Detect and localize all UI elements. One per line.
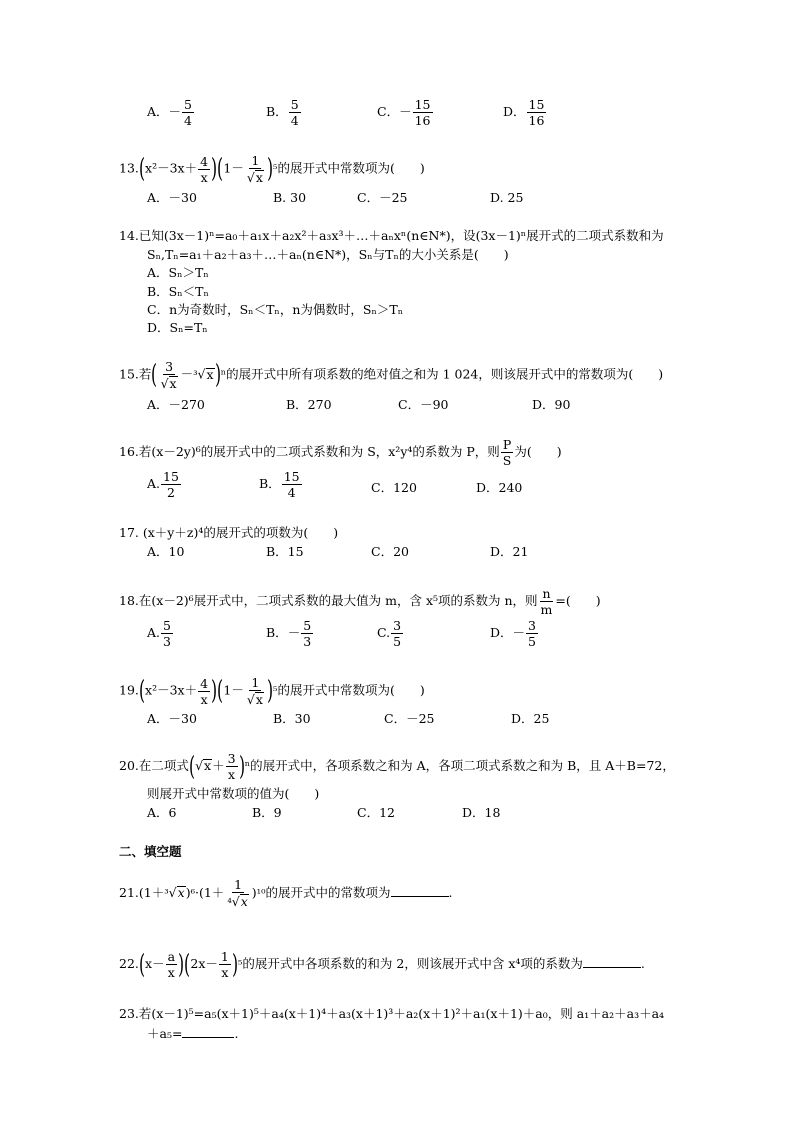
question-18: 18.在(x－2)⁶展开式中，二项式系数的最大值为 m，含 x⁵项的系数为 n，则 $\frac{n}{m}$ =( ) <box>119 586 601 618</box>
q15-option-a: A．－270 <box>147 397 205 412</box>
question-14: 14.已知(3x－1)ⁿ=a₀＋a₁x＋a₂x²＋a₃x³＋…＋aₙxⁿ(n∈N*)，设(3x－1)ⁿ展开式的二项式系数和为 <box>119 228 664 243</box>
q16-option-c: C．120 <box>371 480 417 495</box>
q15-option-d: D．90 <box>532 397 571 412</box>
q14-option-a: A．Sₙ＞Tₙ <box>147 265 209 280</box>
q13-option-b: B. 30 <box>273 190 307 205</box>
q19-option-a: A．－30 <box>147 711 197 726</box>
q21-answer-blank[interactable] <box>391 895 449 897</box>
question-16: 16.若(x－2y)⁶的展开式中的二项式系数和为 S，x²y⁴的系数为 P，则 $\frac{P}{S}$ 为( ) <box>119 437 562 469</box>
q17-option-d: D．21 <box>490 544 529 559</box>
q13-option-d: D. 25 <box>490 190 524 205</box>
q19-option-d: D．25 <box>511 711 550 726</box>
q12-option-b: B． $\frac{5}{4}$ <box>266 97 299 129</box>
question-22: 22.(x－ $\frac{a}{x}$ )(2x－ $\frac{1}{x}$ )⁵的展开式中各项系数的和为 2，则该展开式中含 x⁴项的系数为 . <box>119 949 645 981</box>
q17-option-a: A．10 <box>147 544 185 559</box>
q14-option-b: B．Sₙ＜Tₙ <box>147 284 209 299</box>
q22-answer-blank[interactable] <box>583 966 641 968</box>
q13-option-a: A．－30 <box>147 190 197 205</box>
q20-option-c: C．12 <box>357 805 395 820</box>
section-heading-fill-in: 二、填空题 <box>119 844 182 859</box>
q20-option-b: B．9 <box>252 805 282 820</box>
question-19: 19.(x²－3x＋ $\frac{4}{x}$ )(1－ $\frac{1}{√x}$ )⁵的展开式中常数项为( ) <box>119 675 425 708</box>
q12-option-c: C．－ $\frac{15}{16}$ <box>377 97 431 129</box>
q18-option-d: D．－ $\frac{3}{5}$ <box>490 618 536 650</box>
q15-option-b: B．270 <box>286 397 332 412</box>
q18-option-b: B．－ $\frac{5}{3}$ <box>266 618 312 650</box>
question-20-line2: 则展开式中常数项的值为( ) <box>147 786 320 801</box>
q14-option-c: C．n为奇数时，Sₙ＜Tₙ，n为偶数时，Sₙ＞Tₙ <box>147 302 404 317</box>
q12-option-d: D． $\frac{15}{16}$ <box>503 97 545 129</box>
q23-answer-blank[interactable] <box>182 1036 234 1038</box>
q17-option-c: C．20 <box>371 544 409 559</box>
q15-option-c: C．－90 <box>398 397 449 412</box>
question-15: 15.若( $\frac{3}{√x}$ －³√x)ⁿ的展开式中所有项系数的绝对值之和为 1 024，则该展开式中的常数项为( ) <box>119 359 664 392</box>
q13-option-c: C．－25 <box>357 190 408 205</box>
q20-option-a: A．6 <box>147 805 177 820</box>
question-23: 23.若(x－1)⁵=a₅(x＋1)⁵＋a₄(x＋1)⁴＋a₃(x＋1)³＋a₂(x＋1)²＋a₁(x＋1)＋a₀，则 a₁＋a₂＋a₃＋a₄ <box>119 1006 665 1021</box>
question-23-line2: ＋a₅= . <box>147 1026 239 1041</box>
q19-option-c: C．－25 <box>384 711 435 726</box>
question-21: 21.(1＋³√x)⁶·(1＋ $\frac{1}{\text{⁴√x}}$ )¹⁰的展开式中的常数项为 . <box>119 877 453 910</box>
q18-option-c: C. $\frac{3}{5}$ <box>377 618 402 650</box>
q16-option-b: B． $\frac{15}{4}$ <box>259 469 300 501</box>
q12-option-a: A．－ $\frac{5}{4}$ <box>147 97 192 129</box>
q20-option-d: D．18 <box>462 805 501 820</box>
question-13: 13.(x²－3x＋ $\frac{4}{x}$ )(1－ $\frac{1}{√x}$ )⁵的展开式中常数项为( ) <box>119 153 425 186</box>
q14-option-d: D．Sₙ=Tₙ <box>147 320 208 335</box>
question-17: 17. (x＋y＋z)⁴的展开式的项数为( ) <box>119 525 339 540</box>
q17-option-b: B．15 <box>266 544 304 559</box>
q18-option-a: A. $\frac{5}{3}$ <box>147 618 171 650</box>
q16-option-a: A. $\frac{15}{2}$ <box>147 469 179 501</box>
question-14-line2: Sₙ,Tₙ=a₁＋a₂＋a₃＋…＋aₙ(n∈N*)，Sₙ与Tₙ的大小关系是( ) <box>147 247 509 262</box>
q19-option-b: B．30 <box>273 711 311 726</box>
question-20: 20.在二项式(√x＋ $\frac{3}{x}$ )ⁿ的展开式中，各项系数之和为 A，各项二项式系数之和为 B，且 A＋B=72， <box>119 751 675 783</box>
q16-option-d: D．240 <box>476 480 523 495</box>
